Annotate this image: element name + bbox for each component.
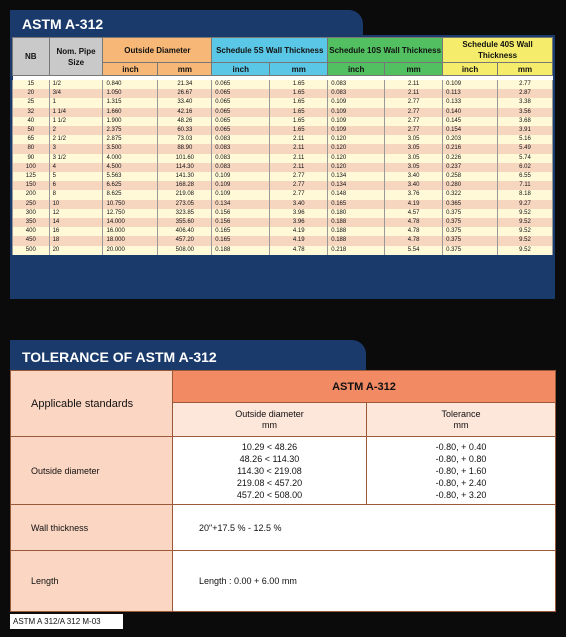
cell-sch5s-mm: 4.78 bbox=[270, 246, 328, 255]
cell-sch40s-inch: 0.216 bbox=[443, 144, 498, 153]
od-header-unit: mm bbox=[262, 419, 277, 430]
cell-nb: 15 bbox=[13, 80, 50, 89]
od-ranges bbox=[173, 437, 367, 505]
cell-sch10s-inch: 0.120 bbox=[328, 154, 385, 163]
table-row bbox=[13, 98, 553, 107]
tolerance-table bbox=[10, 370, 556, 612]
cell-nom-pipe-size: 4 bbox=[49, 163, 103, 172]
cell-od-mm: 219.08 bbox=[158, 190, 212, 199]
cell-nom-pipe-size: 5 bbox=[49, 172, 103, 181]
cell-od-mm: 168.28 bbox=[158, 181, 212, 190]
table-row bbox=[13, 181, 553, 190]
cell-od-inch: 18.000 bbox=[103, 236, 158, 245]
cell-od-mm: 21.34 bbox=[158, 80, 212, 89]
wall-thickness-value: 20"+17.5 % - 12.5 % bbox=[173, 505, 556, 551]
cell-nom-pipe-size: 1 1/4 bbox=[49, 108, 103, 117]
od-range: 48.26 < 114.30 bbox=[239, 453, 300, 464]
header-outside-diameter: Outside Diameter bbox=[103, 38, 212, 63]
cell-sch5s-mm: 1.65 bbox=[270, 108, 328, 117]
cell-sch10s-inch: 0.188 bbox=[328, 236, 385, 245]
cell-sch40s-inch: 0.140 bbox=[443, 108, 498, 117]
cell-nom-pipe-size: 10 bbox=[49, 200, 103, 209]
header-unit-inch: inch bbox=[443, 63, 498, 76]
cell-sch40s-mm: 9.52 bbox=[498, 209, 553, 218]
cell-nb: 250 bbox=[13, 200, 50, 209]
cell-sch10s-inch: 0.109 bbox=[328, 126, 385, 135]
cell-sch5s-inch: 0.134 bbox=[212, 200, 270, 209]
table-row bbox=[13, 209, 553, 218]
cell-nb: 80 bbox=[13, 144, 50, 153]
cell-od-mm: 26.67 bbox=[158, 89, 212, 98]
cell-sch10s-inch: 0.120 bbox=[328, 144, 385, 153]
od-tolerance: -0.80, + 3.20 bbox=[435, 489, 487, 500]
cell-od-inch: 8.625 bbox=[103, 190, 158, 199]
cell-nom-pipe-size: 20 bbox=[49, 246, 103, 255]
cell-sch10s-mm: 3.40 bbox=[385, 172, 443, 181]
cell-sch5s-inch: 0.083 bbox=[212, 135, 270, 144]
table-row bbox=[13, 80, 553, 89]
table-row bbox=[13, 246, 553, 255]
cell-od-inch: 10.750 bbox=[103, 200, 158, 209]
cell-od-inch: 14.000 bbox=[103, 218, 158, 227]
cell-od-mm: 323.85 bbox=[158, 209, 212, 218]
cell-sch10s-inch: 0.134 bbox=[328, 172, 385, 181]
cell-sch5s-mm: 1.65 bbox=[270, 80, 328, 89]
cell-nom-pipe-size: 6 bbox=[49, 181, 103, 190]
table-row bbox=[13, 190, 553, 199]
cell-od-inch: 16.000 bbox=[103, 227, 158, 236]
cell-sch40s-mm: 9.27 bbox=[498, 200, 553, 209]
cell-od-inch: 5.563 bbox=[103, 172, 158, 181]
cell-sch40s-inch: 0.237 bbox=[443, 163, 498, 172]
tolerance-panel bbox=[10, 370, 555, 612]
cell-sch5s-mm: 1.65 bbox=[270, 126, 328, 135]
od-range: 114.30 < 219.08 bbox=[237, 465, 302, 476]
cell-sch40s-inch: 0.365 bbox=[443, 200, 498, 209]
cell-od-mm: 508.00 bbox=[158, 246, 212, 255]
cell-sch10s-mm: 3.76 bbox=[385, 190, 443, 199]
cell-nb: 40 bbox=[13, 117, 50, 126]
cell-sch10s-mm: 2.11 bbox=[385, 89, 443, 98]
cell-od-inch: 0.840 bbox=[103, 80, 158, 89]
cell-nb: 350 bbox=[13, 218, 50, 227]
cell-sch5s-inch: 0.065 bbox=[212, 80, 270, 89]
cell-sch40s-inch: 0.113 bbox=[443, 89, 498, 98]
cell-sch5s-mm: 2.11 bbox=[270, 154, 328, 163]
cell-sch5s-inch: 0.083 bbox=[212, 154, 270, 163]
cell-sch10s-inch: 0.188 bbox=[328, 227, 385, 236]
cell-nb: 150 bbox=[13, 181, 50, 190]
cell-sch10s-inch: 0.188 bbox=[328, 218, 385, 227]
cell-sch5s-inch: 0.165 bbox=[212, 236, 270, 245]
cell-sch40s-inch: 0.203 bbox=[443, 135, 498, 144]
tolerance-title: TOLERANCE OF ASTM A-312 bbox=[10, 340, 366, 372]
cell-sch5s-inch: 0.083 bbox=[212, 163, 270, 172]
cell-sch40s-mm: 6.02 bbox=[498, 163, 553, 172]
cell-nb: 500 bbox=[13, 246, 50, 255]
cell-sch5s-mm: 1.65 bbox=[270, 117, 328, 126]
cell-sch5s-mm: 4.19 bbox=[270, 236, 328, 245]
cell-nb: 125 bbox=[13, 172, 50, 181]
cell-sch40s-inch: 0.109 bbox=[443, 80, 498, 89]
header-nom-pipe-size: Nom. Pipe Size bbox=[49, 38, 103, 76]
cell-nom-pipe-size: 3/4 bbox=[49, 89, 103, 98]
header-nb: NB bbox=[13, 38, 50, 76]
cell-nom-pipe-size: 18 bbox=[49, 236, 103, 245]
cell-sch40s-inch: 0.280 bbox=[443, 181, 498, 190]
cell-sch5s-inch: 0.156 bbox=[212, 218, 270, 227]
tolerance-header-unit: mm bbox=[453, 419, 469, 430]
header-unit-inch: inch bbox=[103, 63, 158, 76]
cell-sch5s-mm: 4.19 bbox=[270, 227, 328, 236]
od-tolerances bbox=[367, 437, 556, 505]
cell-od-mm: 457.20 bbox=[158, 236, 212, 245]
header-schedule-5s: Schedule 5S Wall Thickness bbox=[212, 38, 328, 63]
cell-od-inch: 1.315 bbox=[103, 98, 158, 107]
cell-sch10s-mm: 2.77 bbox=[385, 108, 443, 117]
cell-sch40s-mm: 3.56 bbox=[498, 108, 553, 117]
cell-od-inch: 2.875 bbox=[103, 135, 158, 144]
cell-sch5s-inch: 0.165 bbox=[212, 227, 270, 236]
cell-sch10s-inch: 0.120 bbox=[328, 135, 385, 144]
cell-od-mm: 73.03 bbox=[158, 135, 212, 144]
cell-nb: 50 bbox=[13, 126, 50, 135]
cell-sch40s-inch: 0.154 bbox=[443, 126, 498, 135]
cell-sch5s-inch: 0.109 bbox=[212, 181, 270, 190]
cell-od-inch: 20.000 bbox=[103, 246, 158, 255]
table-row bbox=[13, 218, 553, 227]
cell-sch40s-mm: 2.87 bbox=[498, 89, 553, 98]
spec-table-body bbox=[13, 76, 553, 255]
cell-sch40s-inch: 0.375 bbox=[443, 218, 498, 227]
table-row bbox=[13, 154, 553, 163]
table-row bbox=[13, 117, 553, 126]
cell-sch10s-mm: 2.77 bbox=[385, 126, 443, 135]
header-unit-mm: mm bbox=[385, 63, 443, 76]
table-row bbox=[13, 89, 553, 98]
cell-sch10s-mm: 3.05 bbox=[385, 154, 443, 163]
cell-sch10s-mm: 4.78 bbox=[385, 218, 443, 227]
cell-od-mm: 141.30 bbox=[158, 172, 212, 181]
cell-sch5s-inch: 0.109 bbox=[212, 172, 270, 181]
cell-od-inch: 1.050 bbox=[103, 89, 158, 98]
cell-sch5s-mm: 2.77 bbox=[270, 190, 328, 199]
cell-od-inch: 12.750 bbox=[103, 209, 158, 218]
cell-sch10s-inch: 0.180 bbox=[328, 209, 385, 218]
spec-table-title: ASTM A-312 bbox=[10, 10, 363, 38]
length-label: Length bbox=[11, 551, 173, 612]
cell-od-mm: 33.40 bbox=[158, 98, 212, 107]
cell-sch40s-inch: 0.375 bbox=[443, 236, 498, 245]
cell-od-mm: 101.60 bbox=[158, 154, 212, 163]
tolerance-column-header bbox=[367, 403, 556, 437]
od-tolerance: -0.80, + 0.80 bbox=[435, 453, 487, 464]
cell-nb: 200 bbox=[13, 190, 50, 199]
length-value: Length : 0.00 + 6.00 mm bbox=[173, 551, 556, 612]
header-unit-mm: mm bbox=[158, 63, 212, 76]
cell-nom-pipe-size: 16 bbox=[49, 227, 103, 236]
od-header-text: Outside diameter bbox=[235, 408, 304, 419]
cell-sch40s-mm: 3.91 bbox=[498, 126, 553, 135]
table-row bbox=[13, 172, 553, 181]
table-row bbox=[13, 135, 553, 144]
cell-sch40s-inch: 0.258 bbox=[443, 172, 498, 181]
cell-sch10s-inch: 0.165 bbox=[328, 200, 385, 209]
cell-sch5s-inch: 0.065 bbox=[212, 108, 270, 117]
cell-nom-pipe-size: 12 bbox=[49, 209, 103, 218]
cell-sch40s-mm: 5.74 bbox=[498, 154, 553, 163]
cell-sch10s-mm: 3.05 bbox=[385, 135, 443, 144]
cell-sch40s-mm: 5.49 bbox=[498, 144, 553, 153]
header-schedule-40s: Schedule 40S Wall Thickness bbox=[443, 38, 553, 63]
cell-od-mm: 273.05 bbox=[158, 200, 212, 209]
header-schedule-10s: Schedule 10S Wall Thickness bbox=[328, 38, 443, 63]
cell-nom-pipe-size: 3 1/2 bbox=[49, 154, 103, 163]
cell-sch40s-inch: 0.145 bbox=[443, 117, 498, 126]
cell-od-mm: 60.33 bbox=[158, 126, 212, 135]
od-range: 10.29 < 48.26 bbox=[241, 441, 298, 452]
cell-nb: 300 bbox=[13, 209, 50, 218]
cell-od-inch: 6.625 bbox=[103, 181, 158, 190]
cell-sch10s-inch: 0.218 bbox=[328, 246, 385, 255]
cell-sch10s-inch: 0.148 bbox=[328, 190, 385, 199]
cell-sch10s-mm: 5.54 bbox=[385, 246, 443, 255]
cell-nb: 65 bbox=[13, 135, 50, 144]
cell-sch40s-mm: 3.68 bbox=[498, 117, 553, 126]
cell-sch10s-inch: 0.083 bbox=[328, 80, 385, 89]
cell-sch5s-inch: 0.065 bbox=[212, 89, 270, 98]
cell-sch5s-mm: 2.11 bbox=[270, 163, 328, 172]
cell-nb: 20 bbox=[13, 89, 50, 98]
cell-nom-pipe-size: 3 bbox=[49, 144, 103, 153]
cell-sch10s-mm: 3.40 bbox=[385, 181, 443, 190]
table-row bbox=[13, 236, 553, 245]
cell-sch40s-inch: 0.322 bbox=[443, 190, 498, 199]
cell-sch5s-mm: 3.40 bbox=[270, 200, 328, 209]
cell-sch10s-inch: 0.109 bbox=[328, 108, 385, 117]
cell-sch40s-inch: 0.375 bbox=[443, 209, 498, 218]
spec-table bbox=[12, 37, 553, 255]
footer-reference: ASTM A 312/A 312 M-03 bbox=[10, 614, 123, 629]
cell-sch5s-inch: 0.188 bbox=[212, 246, 270, 255]
cell-sch10s-mm: 2.77 bbox=[385, 98, 443, 107]
applicable-standards-label: Applicable standards bbox=[11, 371, 173, 437]
cell-sch5s-inch: 0.065 bbox=[212, 117, 270, 126]
cell-sch40s-mm: 5.16 bbox=[498, 135, 553, 144]
table-row bbox=[13, 108, 553, 117]
cell-nb: 450 bbox=[13, 236, 50, 245]
header-unit-mm: mm bbox=[498, 63, 553, 76]
cell-sch10s-mm: 2.11 bbox=[385, 80, 443, 89]
cell-od-mm: 42.16 bbox=[158, 108, 212, 117]
cell-od-inch: 4.500 bbox=[103, 163, 158, 172]
cell-nom-pipe-size: 14 bbox=[49, 218, 103, 227]
cell-nom-pipe-size: 8 bbox=[49, 190, 103, 199]
cell-nb: 32 bbox=[13, 108, 50, 117]
cell-sch10s-inch: 0.120 bbox=[328, 163, 385, 172]
cell-sch5s-mm: 2.77 bbox=[270, 172, 328, 181]
cell-sch5s-inch: 0.083 bbox=[212, 144, 270, 153]
cell-sch40s-mm: 9.52 bbox=[498, 218, 553, 227]
cell-nom-pipe-size: 1 1/2 bbox=[49, 117, 103, 126]
cell-sch10s-mm: 3.05 bbox=[385, 144, 443, 153]
cell-sch40s-inch: 0.375 bbox=[443, 227, 498, 236]
cell-sch5s-mm: 3.96 bbox=[270, 218, 328, 227]
cell-sch40s-mm: 9.52 bbox=[498, 227, 553, 236]
cell-sch40s-mm: 9.52 bbox=[498, 246, 553, 255]
cell-nom-pipe-size: 1 bbox=[49, 98, 103, 107]
cell-sch40s-mm: 6.55 bbox=[498, 172, 553, 181]
cell-sch40s-mm: 2.77 bbox=[498, 80, 553, 89]
cell-od-inch: 4.000 bbox=[103, 154, 158, 163]
cell-sch10s-inch: 0.109 bbox=[328, 98, 385, 107]
cell-sch10s-inch: 0.083 bbox=[328, 89, 385, 98]
cell-sch40s-inch: 0.226 bbox=[443, 154, 498, 163]
header-unit-inch: inch bbox=[328, 63, 385, 76]
od-tolerance: -0.80, + 2.40 bbox=[435, 477, 487, 488]
cell-od-mm: 48.26 bbox=[158, 117, 212, 126]
cell-od-mm: 406.40 bbox=[158, 227, 212, 236]
cell-sch5s-mm: 3.96 bbox=[270, 209, 328, 218]
cell-od-mm: 88.90 bbox=[158, 144, 212, 153]
cell-od-inch: 1.660 bbox=[103, 108, 158, 117]
table-row bbox=[13, 200, 553, 209]
wall-thickness-label: Wall thickness bbox=[11, 505, 173, 551]
cell-sch5s-mm: 1.65 bbox=[270, 98, 328, 107]
cell-od-mm: 355.60 bbox=[158, 218, 212, 227]
od-range: 457.20 < 508.00 bbox=[236, 489, 303, 500]
header-unit-mm: mm bbox=[270, 63, 328, 76]
cell-sch5s-mm: 2.11 bbox=[270, 135, 328, 144]
table-row bbox=[13, 163, 553, 172]
tolerance-header-text: Tolerance bbox=[441, 408, 481, 419]
cell-nb: 90 bbox=[13, 154, 50, 163]
cell-sch10s-mm: 4.19 bbox=[385, 200, 443, 209]
cell-sch10s-mm: 3.05 bbox=[385, 163, 443, 172]
cell-sch5s-inch: 0.156 bbox=[212, 209, 270, 218]
cell-nb: 25 bbox=[13, 98, 50, 107]
cell-sch10s-mm: 4.78 bbox=[385, 236, 443, 245]
cell-sch5s-mm: 2.77 bbox=[270, 181, 328, 190]
cell-sch5s-mm: 1.65 bbox=[270, 89, 328, 98]
od-tolerance: -0.80, + 0.40 bbox=[435, 441, 487, 452]
cell-nb: 100 bbox=[13, 163, 50, 172]
cell-sch5s-inch: 0.109 bbox=[212, 190, 270, 199]
cell-sch5s-mm: 2.11 bbox=[270, 144, 328, 153]
cell-sch10s-inch: 0.134 bbox=[328, 181, 385, 190]
cell-sch40s-mm: 8.18 bbox=[498, 190, 553, 199]
cell-sch10s-inch: 0.109 bbox=[328, 117, 385, 126]
cell-sch10s-mm: 4.57 bbox=[385, 209, 443, 218]
spec-table-panel bbox=[10, 35, 555, 299]
table-row bbox=[13, 227, 553, 236]
cell-od-inch: 2.375 bbox=[103, 126, 158, 135]
od-tolerance: -0.80, + 1.60 bbox=[435, 465, 487, 476]
od-range: 219.08 < 457.20 bbox=[236, 477, 303, 488]
cell-nom-pipe-size: 2 bbox=[49, 126, 103, 135]
table-row bbox=[13, 144, 553, 153]
cell-nb: 400 bbox=[13, 227, 50, 236]
table-row bbox=[13, 126, 553, 135]
cell-sch10s-mm: 2.77 bbox=[385, 117, 443, 126]
cell-sch40s-inch: 0.133 bbox=[443, 98, 498, 107]
od-column-header bbox=[173, 403, 367, 437]
cell-sch10s-mm: 4.78 bbox=[385, 227, 443, 236]
cell-sch5s-inch: 0.065 bbox=[212, 98, 270, 107]
cell-sch40s-inch: 0.375 bbox=[443, 246, 498, 255]
cell-od-mm: 114.30 bbox=[158, 163, 212, 172]
cell-nom-pipe-size: 2 1/2 bbox=[49, 135, 103, 144]
cell-sch40s-mm: 9.52 bbox=[498, 236, 553, 245]
header-unit-inch: inch bbox=[212, 63, 270, 76]
cell-sch40s-mm: 3.38 bbox=[498, 98, 553, 107]
standard-header: ASTM A-312 bbox=[173, 371, 556, 403]
cell-nom-pipe-size: 1/2 bbox=[49, 80, 103, 89]
od-row-label: Outside diameter bbox=[11, 437, 173, 505]
cell-od-inch: 1.900 bbox=[103, 117, 158, 126]
cell-sch5s-inch: 0.065 bbox=[212, 126, 270, 135]
cell-od-inch: 3.500 bbox=[103, 144, 158, 153]
cell-sch40s-mm: 7.11 bbox=[498, 181, 553, 190]
